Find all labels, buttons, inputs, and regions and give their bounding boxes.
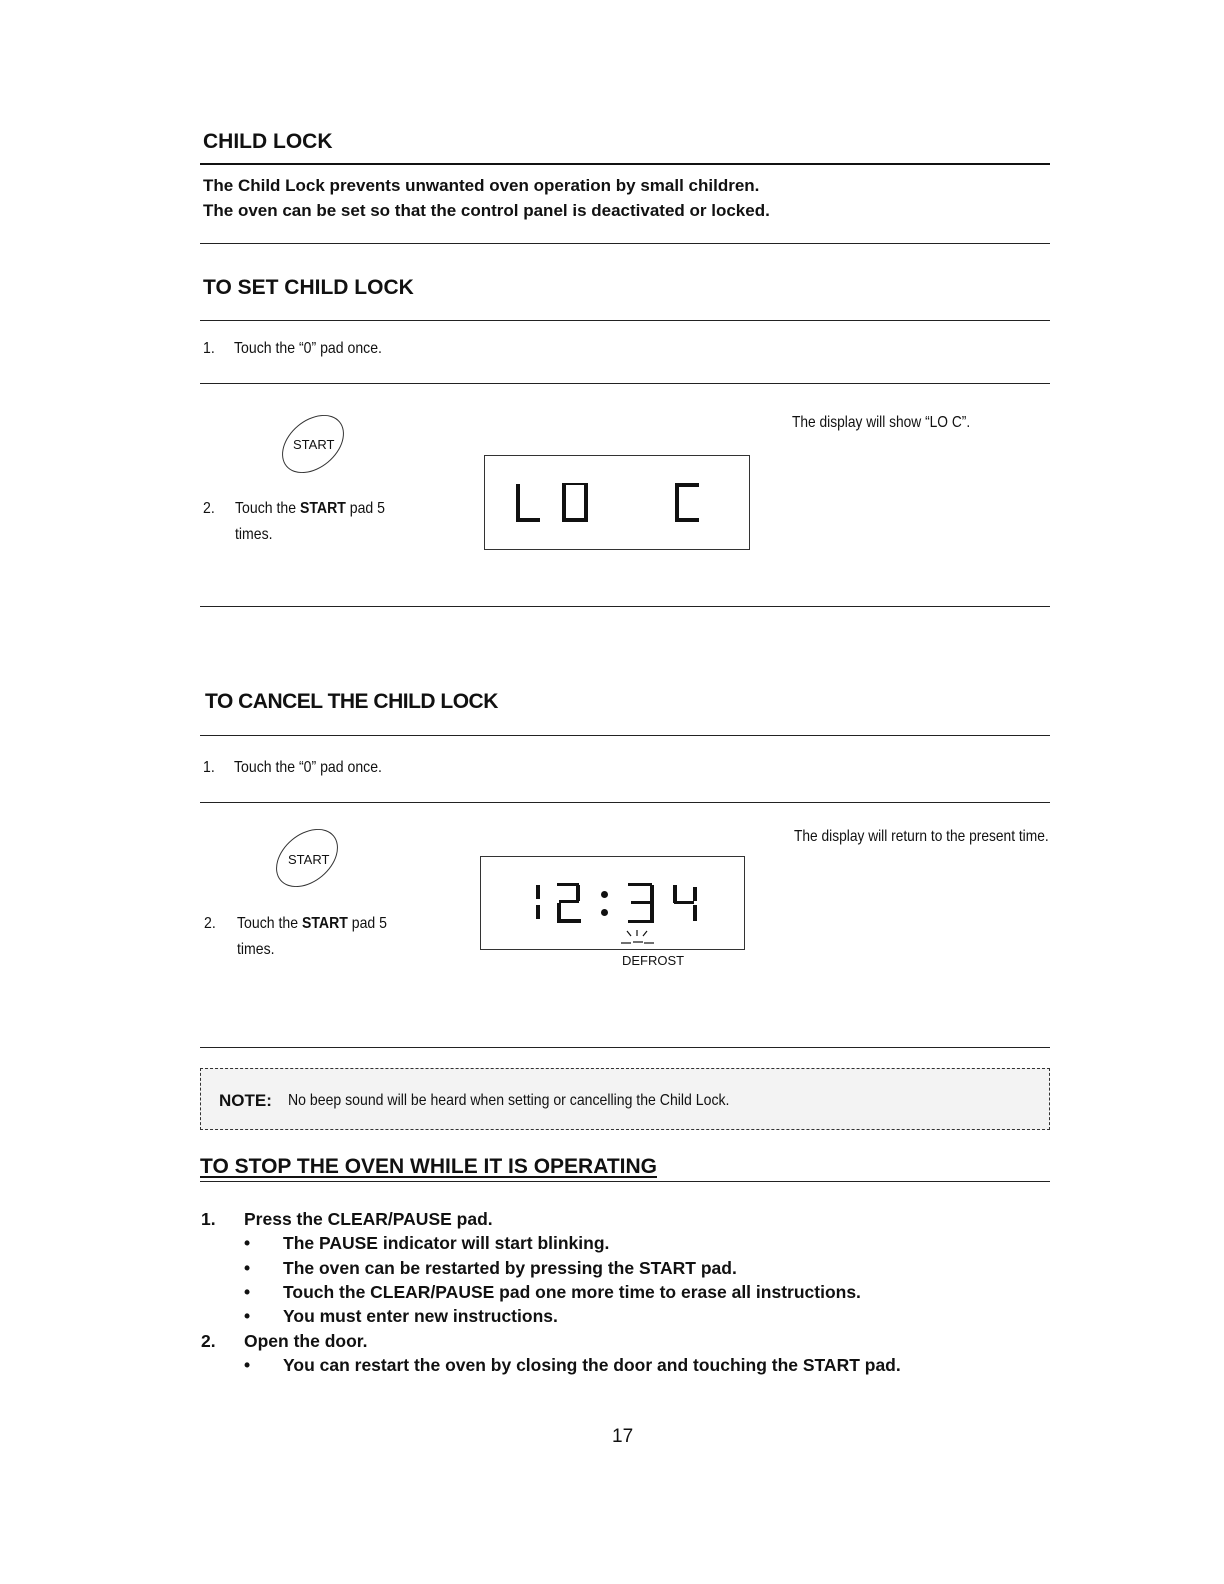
note-box — [200, 1068, 1050, 1130]
note-text: No beep sound will be heard when setting or cancelling the Child Lock. — [288, 1092, 730, 1109]
list-item: Press the CLEAR/PAUSE pad. — [244, 1209, 493, 1229]
display-segment — [675, 483, 699, 487]
divider — [200, 243, 1050, 244]
display-segment — [536, 885, 540, 899]
display-segment — [675, 484, 679, 522]
cancel-step-2-number: 2. — [204, 915, 216, 932]
list-item: The PAUSE indicator will start blinking. — [283, 1233, 610, 1253]
display-segment — [576, 885, 580, 901]
display-segment — [557, 919, 581, 923]
display-segment — [562, 483, 588, 485]
display-lo-c — [484, 455, 750, 550]
divider — [200, 1047, 1050, 1048]
divider — [200, 383, 1050, 384]
start-pad-label: START — [288, 852, 330, 867]
display-segment — [559, 900, 579, 903]
intro-line-1: The Child Lock prevents unwanted oven operation by small children. — [203, 176, 760, 195]
set-step-2-text: Touch the START pad 5 — [235, 500, 385, 517]
display-segment — [601, 909, 608, 916]
start-word: START — [301, 915, 348, 932]
section-title-cancel-lock: TO CANCEL THE CHILD LOCK — [205, 690, 498, 713]
cancel-step-2-text: Touch the START pad 5 — [237, 915, 387, 932]
divider — [200, 606, 1050, 607]
defrost-label: DEFROST — [622, 953, 685, 968]
display-segment — [674, 901, 694, 904]
list-item: Open the door. — [244, 1331, 368, 1351]
cancel-step-1-text: Touch the “0” pad once. — [234, 759, 382, 776]
cancel-step-2-line2: times. — [237, 941, 275, 958]
display-segment — [516, 518, 540, 522]
note-label: NOTE: — [219, 1091, 272, 1110]
divider — [200, 802, 1050, 803]
start-pad-label: START — [293, 437, 335, 452]
list-item: The oven can be restarted by pressing the START pad. — [283, 1258, 737, 1278]
bullet: • — [244, 1306, 251, 1326]
divider — [200, 320, 1050, 321]
divider — [200, 735, 1050, 736]
divider — [200, 1181, 1050, 1182]
divider — [200, 163, 1050, 165]
display-segment — [693, 887, 697, 901]
display-segment — [601, 891, 608, 898]
set-step-2-line2: times. — [235, 526, 273, 543]
section-title-stop-oven: TO STOP THE OVEN WHILE IT IS OPERATING — [200, 1155, 657, 1178]
list-number: 2. — [201, 1331, 216, 1351]
display-segment — [628, 920, 654, 923]
display-segment — [562, 484, 566, 522]
bullet: • — [244, 1258, 251, 1278]
set-step-1-text: Touch the “0” pad once. — [234, 340, 382, 357]
display-segment — [536, 905, 540, 919]
defrost-indicator-icon — [619, 929, 655, 949]
section-title-set-lock: TO SET CHILD LOCK — [203, 276, 414, 299]
intro-line-2: The oven can be set so that the control panel is deactivated or locked. — [203, 201, 770, 220]
list-item: Touch the CLEAR/PAUSE pad one more time to erase all instructions. — [283, 1282, 861, 1302]
display-segment — [650, 885, 654, 923]
display-segment — [584, 484, 588, 522]
set-display-note: The display will show “LO C”. — [792, 414, 971, 431]
display-segment — [693, 905, 697, 921]
display-segment — [562, 518, 588, 522]
list-item: You must enter new instructions. — [283, 1306, 558, 1326]
set-step-2-number: 2. — [203, 500, 215, 517]
display-segment — [628, 883, 652, 886]
set-step-1-number: 1. — [203, 340, 215, 357]
display-segment — [516, 484, 520, 520]
bullet: • — [244, 1355, 251, 1375]
section-title-child-lock: CHILD LOCK — [203, 130, 333, 153]
list-number: 1. — [201, 1209, 216, 1229]
display-segment — [631, 901, 653, 904]
page-number: 17 — [612, 1426, 634, 1447]
cancel-display-note: The display will return to the present time. — [794, 828, 1049, 845]
display-time — [480, 856, 745, 950]
list-item: You can restart the oven by closing the door and touching the START pad. — [283, 1355, 901, 1375]
start-word: START — [299, 500, 346, 517]
cancel-step-1-number: 1. — [203, 759, 215, 776]
bullet: • — [244, 1233, 251, 1253]
bullet: • — [244, 1282, 251, 1302]
display-segment — [675, 518, 699, 522]
